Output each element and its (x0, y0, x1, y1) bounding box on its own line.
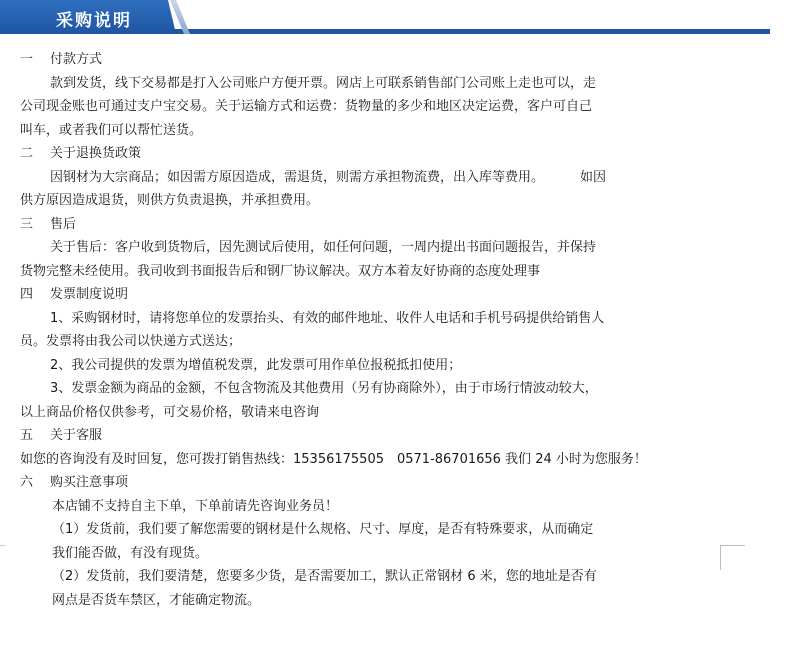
paragraph-line: 如您的咨询没有及时回复，您可拨打销售热线：15356175505 0571-86701656 我们 24 小时为您服务！ (20, 451, 647, 467)
section-number: 一 (20, 52, 34, 67)
paragraph-line: 本店铺不支持自主下单，下单前请先咨询业务员！ (52, 498, 339, 514)
paragraph-line (20, 166, 710, 190)
page-title: 采购说明 (56, 11, 132, 31)
paragraph-line: 叫车，或者我们可以帮忙送货。 (20, 122, 203, 138)
corner-mark (720, 545, 745, 570)
paragraph-line: 款到发货，线下交易都是打入公司账户方便开票。网店上可联系销售部门公司账上走也可以，走 (50, 75, 597, 91)
paragraph-text: 因钢材为大宗商品；如因需方原因造成，需退货，则需方承担物流费，出入库等费用。 (50, 169, 545, 185)
paragraph-line: 关于售后：客户收到货物后，因先测试后使用，如任何问题，一周内提出书面问题报告，并保持 (50, 240, 597, 255)
paragraph-line: 货物完整未经使用。我司收到书面报告后和钢厂协议解决。双方本着友好协商的态度处理事 (20, 263, 541, 279)
paragraph-line: 网点是否货车禁区，才能确定物流。 (52, 592, 261, 608)
section-number: 五 (20, 428, 34, 443)
section-header (0, 0, 786, 36)
paragraph-text: 如因 (580, 169, 607, 185)
section-heading-after-sales (20, 213, 710, 237)
section-title: 发票制度说明 (50, 287, 129, 302)
paragraph-line: （1）发货前，我们要了解您需要的钢材是什么规格、尺寸、厚度，是否有特殊要求，从而确定 (52, 522, 594, 537)
paragraph-line: 供方原因造成退货，则供方负责退换，并承担费用。 (20, 193, 320, 208)
paragraph-line: 2、我公司提供的发票为增值税发票，此发票可用作单位报税抵扣使用； (50, 357, 462, 373)
paragraph-line: 我们能否做，有没有现货。 (52, 545, 209, 561)
section-heading-purchase-notes (20, 471, 710, 495)
section-title: 关于退换货政策 (50, 146, 142, 161)
section-title: 关于客服 (50, 428, 103, 443)
purchase-notes (20, 48, 710, 612)
paragraph-line: 以上商品价格仅供参考，可交易价格，敬请来电咨询 (20, 404, 320, 420)
edge-mark (0, 545, 6, 546)
paragraph-line: 公司现金账也可通过支户宝交易。关于运输方式和运费：货物量的多少和地区决定运费，客户可自己 (20, 99, 593, 114)
section-number: 二 (20, 146, 34, 161)
section-title: 付款方式 (50, 52, 103, 67)
paragraph-line: 3、发票金额为商品的金额，不包含物流及其他费用（另有协商除外），由于市场行情波动较大， (50, 381, 598, 396)
section-number: 六 (20, 475, 34, 490)
section-heading-invoice (20, 283, 710, 307)
section-title: 售后 (50, 216, 77, 232)
section-heading-payment (20, 48, 710, 72)
section-title: 购买注意事项 (50, 475, 129, 490)
paragraph-line: （2）发货前，我们要清楚，您要多少货，是否需要加工，默认正常钢材 6 米，您的地址是否有 (52, 569, 597, 584)
paragraph-line: 员。发票将由我公司以快递方式送达； (20, 334, 242, 349)
section-heading-returns (20, 142, 710, 166)
paragraph-line: 1、采购钢材时，请将您单位的发票抬头、有效的邮件地址、收件人电话和手机号码提供给销售人 (50, 310, 605, 326)
section-number: 三 (20, 216, 34, 232)
section-heading-customer-service (20, 424, 710, 448)
section-number: 四 (20, 287, 34, 302)
